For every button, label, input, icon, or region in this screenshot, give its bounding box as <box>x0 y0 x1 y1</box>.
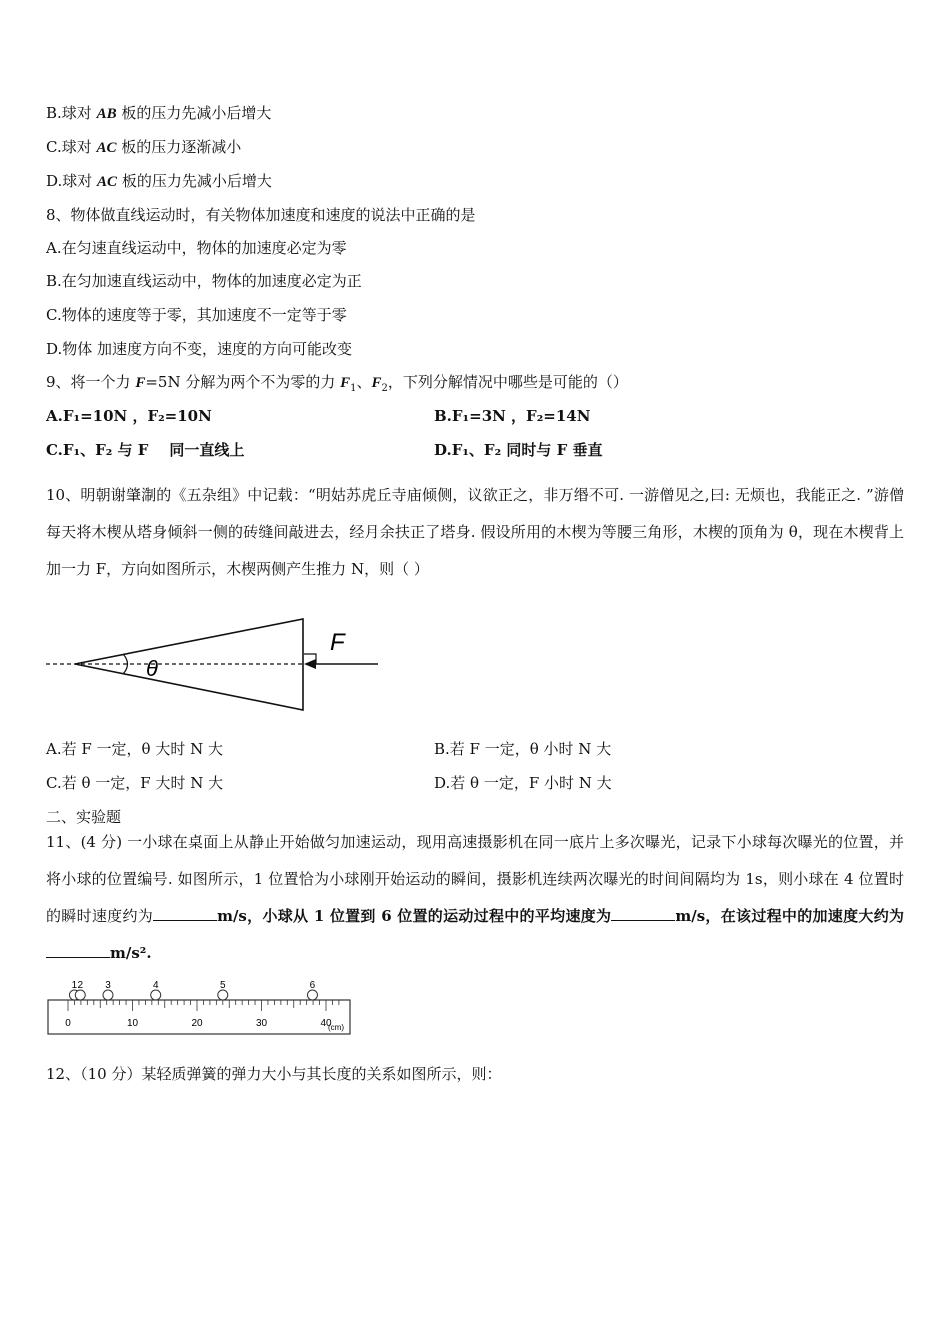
ruler-unit: (cm) <box>328 1023 344 1032</box>
ball-label-4: 4 <box>152 980 159 991</box>
q7-option-d: D.球对 AC 板的压力先减小后增大 <box>46 172 272 190</box>
ball-label-3: 3 <box>105 980 111 991</box>
ball-2 <box>75 990 85 1000</box>
ruler-ticks <box>65 1000 339 1029</box>
q12-stem: 12、（10 分）某轻质弹簧的弹力大小与其长度的关系如图所示，则： <box>46 1065 502 1083</box>
q10-option-c: C.若 θ 一定，F 大时 N 大 <box>46 774 224 792</box>
q10-option-a: A.若 F 一定，θ 大时 N 大 <box>46 740 224 758</box>
ball-6 <box>307 990 317 1000</box>
q8-option-a: A.在匀速直线运动中，物体的加速度必定为零 <box>46 239 347 257</box>
answer-blank-2[interactable] <box>611 906 675 921</box>
q7-option-c: C.球对 AC 板的压力逐渐减小 <box>46 138 242 156</box>
ball-label-1: 1 <box>71 980 78 991</box>
q9-option-d: D.F₁、F₂ 同时与 F 垂直 <box>434 441 603 459</box>
section-heading: 二、实验题 <box>46 808 122 826</box>
q8-option-d: D.物体 加速度方向不变，速度的方向可能改变 <box>46 340 353 358</box>
q10-option-d: D.若 θ 一定，F 小时 N 大 <box>434 774 612 792</box>
ball-label-5: 5 <box>220 980 226 991</box>
ball-label-2: 2 <box>77 980 84 991</box>
ruler-tick-label: 0 <box>65 1018 71 1029</box>
q9-stem: 9、将一个力 F=5N 分解为两个不为零的力 $F_1$、$F_2$，下列分解情况中哪些是可能的（） <box>46 373 628 394</box>
ruler-balls <box>69 980 317 1000</box>
q10-option-b: B.若 F 一定，θ 小时 N 大 <box>434 740 612 758</box>
wedge-figure <box>40 610 390 720</box>
ball-label-6: 6 <box>309 980 316 991</box>
q8-option-c: C.物体的速度等于零，其加速度不一定等于零 <box>46 306 347 324</box>
q9-option-a: A.F₁=10N ，F₂=10N <box>46 407 212 425</box>
force-arrowhead <box>304 659 316 669</box>
ball-4 <box>151 990 161 1000</box>
ruler-figure <box>44 978 356 1040</box>
q10-stem: 10、明朝谢肇淛的《五杂组》中记载：“明姑苏虎丘寺庙倾侧，议欲正之，非万缗不可. 一游僧见之,曰: 无烦也，我能正之. ”游僧每天将木楔从塔身倾斜一侧的砖缝间敲进去，经月余扶正了塔身. 假设所用的木楔为等腰三角形，木楔的顶角为 θ，现在木楔背上加一力 F，方向如图所示，木楔两侧产生推力 N，则（ ） <box>46 486 904 578</box>
ruler-tick-label: 10 <box>126 1018 139 1029</box>
answer-blank-1[interactable] <box>153 906 217 921</box>
force-label: F <box>330 629 345 656</box>
ball-5 <box>218 990 228 1000</box>
q9-option-b: B.F₁=3N ，F₂=14N <box>434 407 591 425</box>
q7-option-b: B.球对 AB 板的压力先减小后增大 <box>46 104 272 122</box>
angle-label: θ <box>146 656 158 681</box>
ball-3 <box>103 990 113 1000</box>
answer-blank-3[interactable] <box>46 943 110 958</box>
q8-option-b: B.在匀加速直线运动中，物体的加速度必定为正 <box>46 272 362 290</box>
ruler-tick-label: 20 <box>191 1018 203 1029</box>
q9-option-c: C.F₁、F₂ 与 F 同一直线上 <box>46 441 245 459</box>
ruler-tick-label: 30 <box>255 1018 268 1029</box>
q11-text: 11、(4 分) 一小球在桌面上从静止开始做匀加速运动，现用高速摄影机在同一底片上多次曝光，记录下小球每次曝光的位置，并将小球的位置编号. 如图所示，1 位置恰为小球刚开始运动的瞬间，摄影机连续两次曝光的时间间隔均为 1s，则小球在 4 位置时的瞬时速度约为 m/s，小球从 1 位置到 6 位置的运动过程中的平均速度为 m/s，在该过程中的加速度大约为m/s². <box>46 833 904 962</box>
ruler-tick-label: 40 <box>320 1018 332 1029</box>
q8-stem: 8、物体做直线运动时，有关物体加速度和速度的说法中正确的是 <box>46 206 476 224</box>
